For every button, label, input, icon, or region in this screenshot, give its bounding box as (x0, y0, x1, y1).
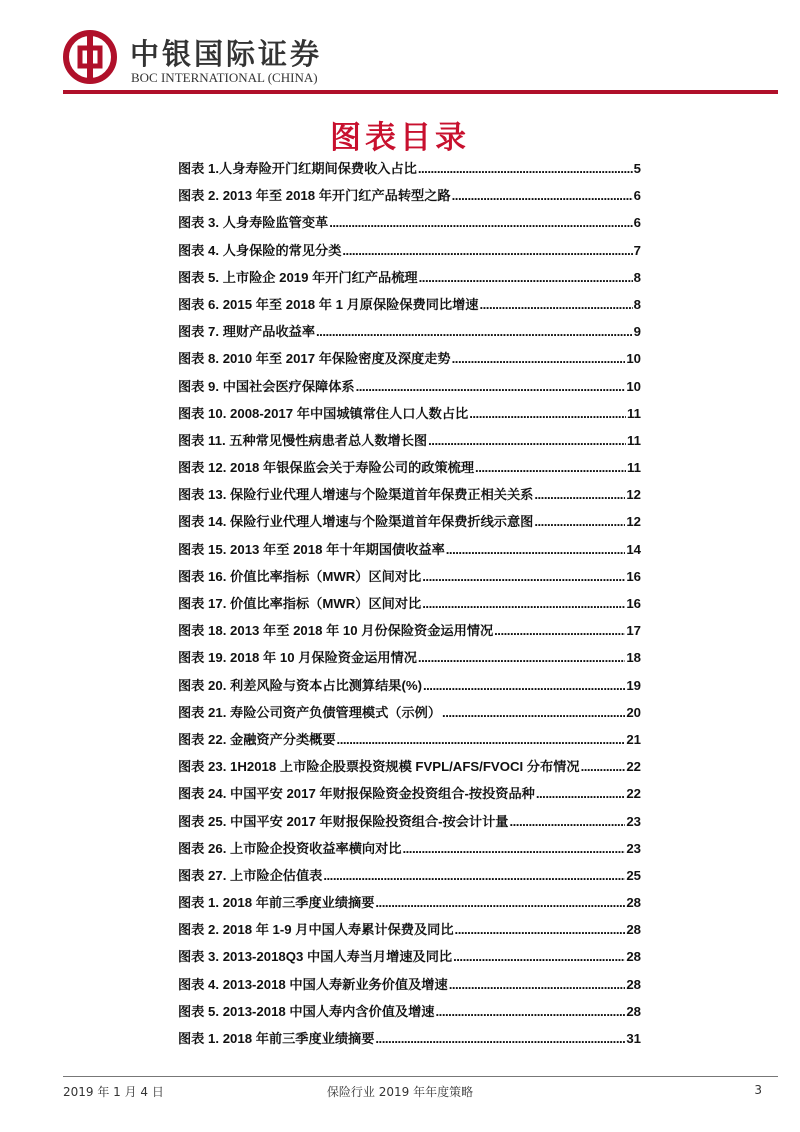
toc-dot-leader (442, 705, 625, 720)
toc-dot-leader (449, 977, 626, 992)
toc-entry-label: 图表 7. 理财产品收益率 (178, 324, 316, 340)
toc-entry[interactable] (178, 240, 641, 267)
toc-entry-label: 图表 4. 2013-2018 中国人寿新业务价值及增速 (178, 976, 448, 992)
toc-entry-page: 18 (626, 650, 641, 666)
toc-entry[interactable] (178, 566, 641, 593)
toc-entry[interactable] (178, 865, 641, 892)
toc-entry[interactable] (178, 321, 641, 348)
toc-entry-page: 16 (626, 568, 641, 584)
toc-dot-leader (323, 868, 625, 883)
toc-dot-leader (418, 650, 625, 665)
toc-entry-label: 图表 19. 2018 年 10 月保险资金运用情况 (178, 650, 417, 666)
toc-entry-label: 图表 5. 上市险企 2019 年开门红产品梳理 (178, 269, 418, 285)
toc-entry[interactable] (178, 675, 641, 702)
toc-entry[interactable] (178, 158, 641, 185)
toc-entry[interactable] (178, 212, 641, 239)
toc-entry-label: 图表 14. 保险行业代理人增速与个险渠道首年保费折线示意图 (178, 514, 534, 530)
toc-entry-page: 23 (626, 840, 641, 856)
toc-entry-label: 图表 5. 2013-2018 中国人寿内含价值及增速 (178, 1003, 435, 1019)
toc-entry-page: 5 (633, 161, 641, 176)
toc-entry-label: 图表 13. 保险行业代理人增速与个险渠道首年保费正相关关系 (178, 487, 534, 503)
toc-entry[interactable] (178, 267, 641, 294)
toc-entry-page: 25 (626, 867, 641, 883)
toc-entry-page: 16 (626, 596, 641, 611)
toc-entry-label: 图表 12. 2018 年银保监会关于寿险公司的政策梳理 (178, 460, 475, 476)
toc-dot-leader (375, 895, 625, 910)
toc-entry-label: 图表 26. 上市险企投资收益率横向对比 (178, 840, 402, 856)
toc-entry[interactable] (178, 729, 641, 756)
brand-name-en: BOC INTERNATIONAL (CHINA) (131, 70, 318, 85)
toc-entry[interactable] (178, 919, 641, 946)
toc-entry-label: 图表 18. 2013 年至 2018 年 10 月份保险资金运用情况 (178, 623, 494, 639)
toc-entry[interactable] (178, 593, 641, 620)
page-header (0, 0, 800, 96)
toc-entry[interactable] (178, 403, 641, 430)
toc-entry-page: 21 (626, 731, 641, 747)
toc-dot-leader (453, 949, 625, 964)
toc-dot-leader (494, 623, 625, 638)
toc-entry-page: 8 (633, 296, 641, 312)
toc-entry-label: 图表 25. 中国平安 2017 年财报保险投资组合-按会计计量 (178, 813, 509, 829)
toc-entry-page: 31 (626, 1031, 641, 1046)
toc-dot-leader (509, 814, 625, 829)
toc-entry[interactable] (178, 946, 641, 973)
toc-dot-leader (337, 732, 626, 747)
toc-entry-page: 22 (626, 786, 641, 802)
toc-entry-label: 图表 27. 上市险企估值表 (178, 867, 323, 883)
toc-entry-label: 图表 1. 2018 年前三季度业绩摘要 (178, 895, 375, 911)
boc-logo-icon (63, 30, 117, 84)
toc-entry-page: 9 (633, 324, 641, 340)
toc-dot-leader (446, 542, 626, 557)
toc-entry[interactable] (178, 348, 641, 375)
toc-entry-label: 图表 8. 2010 年至 2017 年保险密度及深度走势 (178, 351, 451, 367)
toc-entry[interactable] (178, 376, 641, 403)
toc-dot-leader (375, 1031, 625, 1046)
toc-entry[interactable] (178, 838, 641, 865)
toc-entry-page: 19 (626, 677, 641, 693)
toc-dot-leader (428, 433, 626, 448)
toc-dot-leader (422, 569, 625, 584)
toc-entry[interactable] (178, 457, 641, 484)
toc-dot-leader (418, 161, 633, 176)
footer-page-number: 3 (754, 1083, 762, 1097)
toc-entry[interactable] (178, 511, 641, 538)
toc-entry-label: 图表 11. 五种常见慢性病患者总人数增长图 (178, 432, 428, 448)
toc-entry[interactable] (178, 620, 641, 647)
toc-entry-label: 图表 3. 2013-2018Q3 中国人寿当月增速及同比 (178, 949, 453, 965)
toc-entry-page: 28 (626, 1003, 641, 1019)
toc-entry[interactable] (178, 484, 641, 511)
toc-dot-leader (419, 270, 633, 285)
toc-dot-leader (536, 786, 625, 801)
toc-entry-page: 7 (633, 242, 641, 258)
footer-date: 2019 年 1 月 4 日 (63, 1085, 164, 1099)
toc-entry[interactable] (178, 811, 641, 838)
toc-entry-page: 23 (626, 813, 641, 829)
toc-dot-leader (423, 678, 625, 693)
toc-entry[interactable] (178, 1028, 641, 1055)
toc-entry-label: 图表 1.人身寿险开门红期间保费收入占比 (178, 161, 417, 176)
toc-entry[interactable] (178, 892, 641, 919)
toc-entry-page: 11 (627, 405, 641, 421)
toc-entry-page: 22 (626, 759, 641, 775)
toc-entry-page: 14 (626, 541, 641, 557)
toc-entry[interactable] (178, 185, 641, 212)
toc-entry[interactable] (178, 756, 641, 783)
toc-entry-label: 图表 22. 金融资产分类概要 (178, 731, 336, 747)
toc-entry-label: 图表 2. 2018 年 1-9 月中国人寿累计保费及同比 (178, 922, 454, 938)
toc-entry-page: 20 (626, 704, 641, 720)
toc-dot-leader (329, 215, 632, 230)
toc-dot-leader (316, 324, 633, 339)
toc-entry-page: 12 (626, 487, 641, 503)
toc-entry-label: 图表 23. 1H2018 上市险企股票投资规模 FVPL/AFS/FVOCI 分布情况 (178, 759, 580, 775)
toc-entry-page: 10 (626, 378, 641, 394)
toc-dot-leader (436, 1004, 626, 1019)
toc-entry[interactable] (178, 430, 641, 457)
toc-entry-page: 11 (627, 460, 641, 476)
toc-entry-label: 图表 6. 2015 年至 2018 年 1 月原保险保费同比增速 (178, 296, 479, 312)
toc-dot-leader (475, 460, 626, 475)
toc-entry-page: 8 (633, 269, 641, 285)
toc-entry-page: 11 (627, 432, 641, 448)
toc-dot-leader (534, 487, 625, 502)
toc-dot-leader (452, 188, 633, 203)
header-divider (63, 90, 778, 94)
footer-divider (63, 1076, 778, 1077)
toc-entry-page: 28 (626, 976, 641, 992)
toc-dot-leader (581, 759, 626, 774)
toc-entry-label: 图表 17. 价值比率指标（MWR）区间对比 (178, 596, 422, 611)
toc-entry[interactable] (178, 1001, 641, 1028)
toc-entry-label: 图表 20. 利差风险与资本占比测算结果(%) (178, 677, 422, 693)
toc-entry-label: 图表 3. 人身寿险监管变革 (178, 215, 329, 231)
toc-list (178, 158, 641, 1055)
toc-entry-label: 图表 15. 2013 年至 2018 年十年期国债收益率 (178, 541, 445, 557)
toc-entry-label: 图表 21. 寿险公司资产负债管理模式（示例） (178, 704, 442, 720)
toc-entry-label: 图表 4. 人身保险的常见分类 (178, 242, 342, 258)
toc-dot-leader (534, 514, 625, 529)
toc-dot-leader (469, 406, 626, 421)
toc-entry-label: 图表 16. 价值比率指标（MWR）区间对比 (178, 568, 422, 584)
toc-dot-leader (402, 841, 625, 856)
toc-entry[interactable] (178, 539, 641, 566)
toc-entry-page: 10 (626, 351, 641, 367)
toc-entry-page: 28 (626, 895, 641, 911)
toc-entry[interactable] (178, 647, 641, 674)
toc-dot-leader (342, 243, 632, 258)
toc-entry[interactable] (178, 702, 641, 729)
toc-dot-leader (455, 922, 626, 937)
toc-entry-page: 12 (626, 514, 641, 530)
toc-entry[interactable] (178, 294, 641, 321)
toc-entry[interactable] (178, 783, 641, 810)
brand-name-cn: 中银国际证券 (130, 37, 323, 71)
toc-entry-label: 图表 10. 2008-2017 年中国城镇常住人口人数占比 (178, 405, 469, 421)
toc-entry-label: 图表 1. 2018 年前三季度业绩摘要 (178, 1031, 375, 1046)
toc-dot-leader (422, 596, 625, 611)
toc-entry-page: 6 (633, 215, 641, 231)
footer-doc-title: 保险行业 2019 年年度策略 (326, 1085, 474, 1099)
toc-dot-leader (452, 351, 626, 366)
toc-entry-label: 图表 2. 2013 年至 2018 年开门红产品转型之路 (178, 188, 451, 204)
toc-entry-page: 28 (626, 922, 641, 938)
toc-entry-page: 28 (626, 949, 641, 965)
toc-entry-page: 6 (633, 188, 641, 204)
toc-entry-label: 图表 9. 中国社会医疗保障体系 (178, 378, 355, 394)
toc-entry[interactable] (178, 974, 641, 1001)
toc-dot-leader (356, 379, 626, 394)
toc-entry-page: 17 (626, 623, 641, 639)
toc-dot-leader (479, 297, 632, 312)
page-title: 图表目录 (330, 120, 470, 156)
toc-entry-label: 图表 24. 中国平安 2017 年财报保险资金投资组合-按投资品种 (178, 786, 535, 802)
